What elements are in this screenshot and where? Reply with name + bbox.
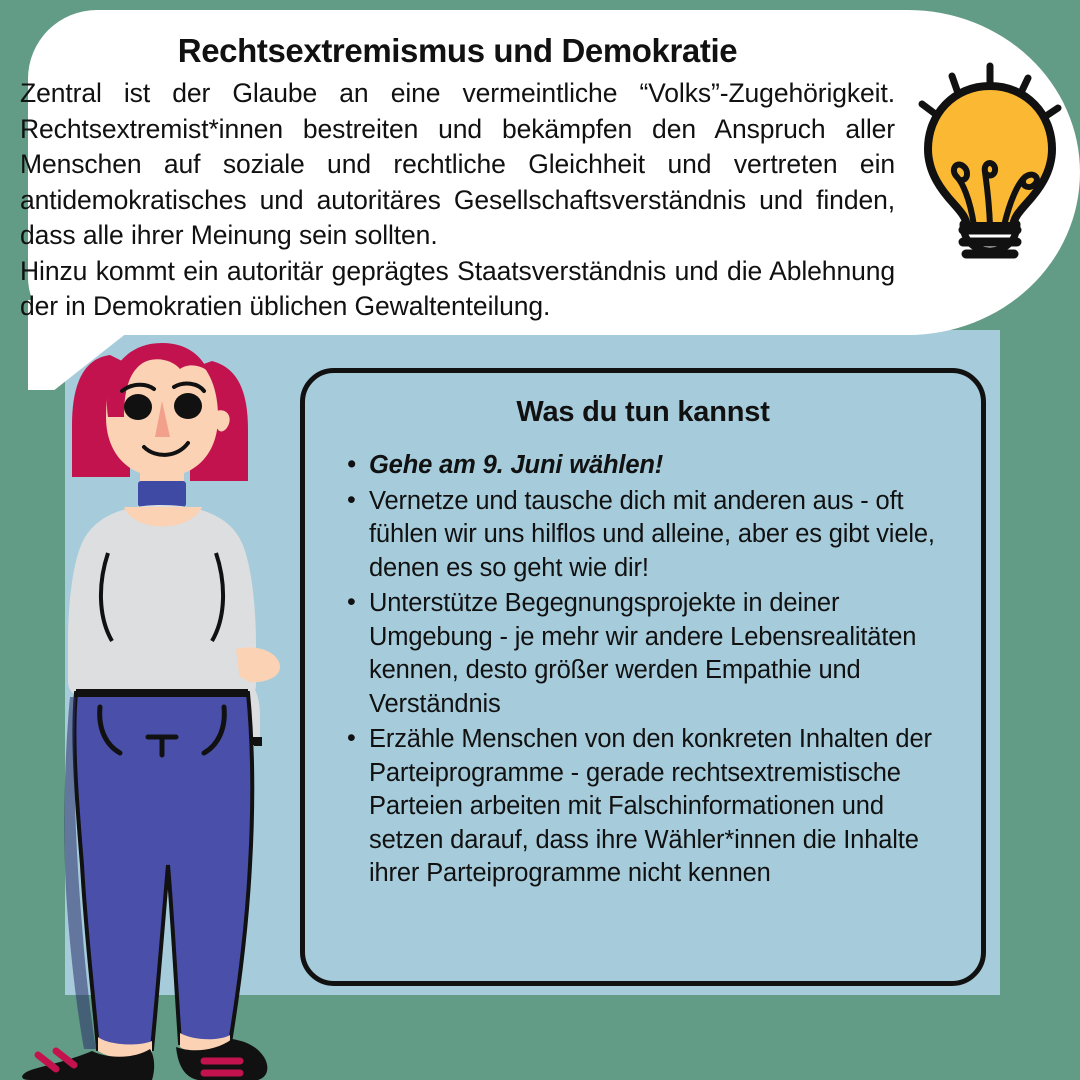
choker <box>138 481 186 507</box>
action-card-title: Was du tun kannst <box>516 396 770 428</box>
list-item: • Vernetze und tausche dich mit anderen aus - oft fühlen wir uns hilflos und alleine, aber es gibt viele, denen es so geht wie dir! <box>347 485 965 586</box>
action-list <box>305 449 981 891</box>
page-title: Rechtsextremismus und Demokratie <box>177 32 738 69</box>
list-item: • Erzähle Menschen von den konkreten Inhalten der Parteiprogramme - gerade rechtsextremistische Parteien arbeiten mit Falschinformationen und setzen darauf, dass ihre Wähler*innen die Inhalte ihrer Parteiprogramme nicht kennen <box>347 723 965 891</box>
hand-right <box>236 647 280 682</box>
eye-left <box>124 394 152 420</box>
body-paragraph-2: Hinzu kommt ein autoritär geprägtes Staatsverständnis und die Ablehnung der in Demokratien üblichen Gewaltenteilung. <box>20 255 895 321</box>
eye-right <box>174 393 202 419</box>
list-item: • Gehe am 9. Juni wählen! <box>347 449 965 483</box>
bulb-base <box>963 224 1017 254</box>
speech-bubble-content <box>20 20 895 325</box>
sweater-top <box>68 505 256 697</box>
list-item: • Unterstütze Begegnungsprojekte in deiner Umgebung - je mehr wir andere Lebensrealitäten kennen, desto größer werden Empathie und Verständnis <box>347 587 965 721</box>
lightbulb-icon <box>900 58 1080 263</box>
standing-woman-illustration <box>12 325 312 1080</box>
body-paragraph-1: Zentral ist der Glaube an eine vermeintliche “Volks”-Zugehörigkeit. Rechtsextremist*innen bestreiten und bekämpfen den Anspruch aller Menschen auf soziale und rechtliche Gleichheit und vertreten ein antidemokratisches und autoritäres Gesellschaftsverständnis und finden, dass alle ihrer Meinung sein sollten. <box>20 78 895 250</box>
action-card <box>300 368 986 986</box>
